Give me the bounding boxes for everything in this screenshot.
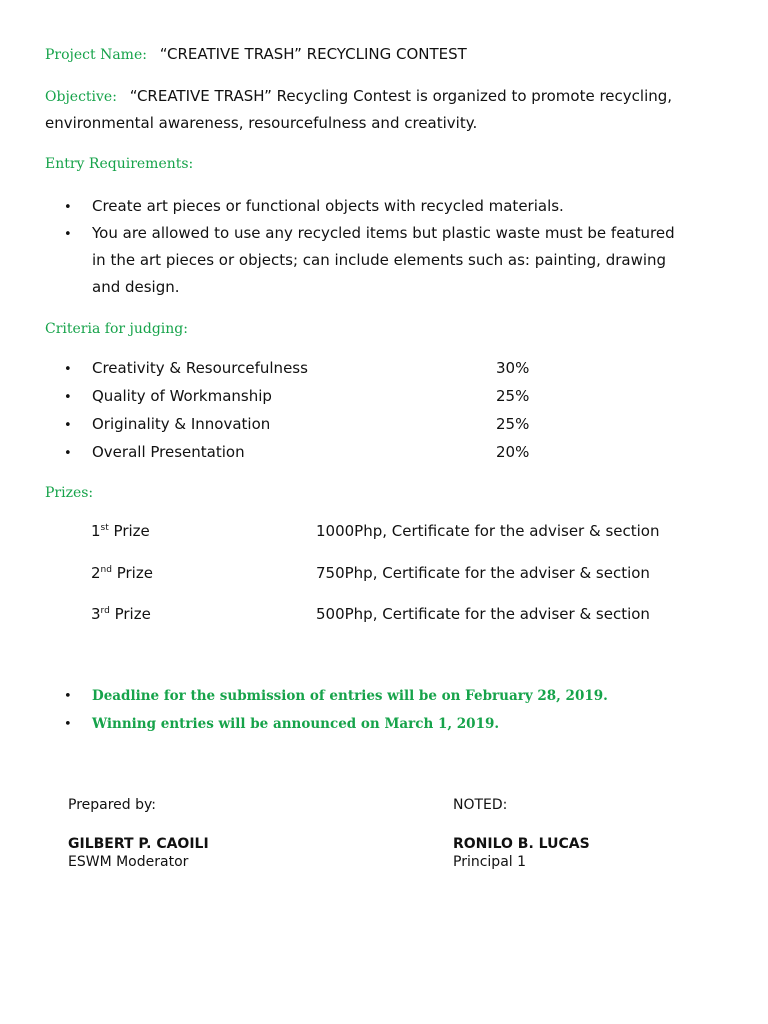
criteria-percent: 25%: [496, 415, 530, 433]
project-name-line: [45, 41, 467, 68]
objective-line-1: [45, 83, 672, 110]
prize-number: 2: [91, 564, 101, 582]
bullet-icon: [64, 355, 84, 383]
bullet-icon: [64, 711, 84, 738]
bullet-icon: [64, 683, 84, 710]
noted-title: Principal 1: [453, 854, 527, 870]
objective-line-2: environmental awareness, resourcefulness and creativity.: [45, 114, 478, 132]
prize-description: 750Php, Certificate for the adviser & section: [316, 564, 650, 582]
prize-word: Prize: [108, 522, 150, 540]
project-name-label: Project Name:: [45, 47, 147, 63]
noted-name: RONILO B. LUCAS: [453, 836, 590, 852]
objective-text-1: “CREATIVE TRASH” Recycling Contest is organized to promote recycling,: [129, 87, 673, 105]
prize-ordinal: rd: [100, 606, 110, 616]
prize-word: Prize: [111, 564, 153, 582]
prepared-by-label: Prepared by:: [68, 797, 156, 813]
criteria-name: Creativity & Resourcefulness: [92, 359, 308, 377]
entry-item-text: Create art pieces or functional objects with recycled materials.: [92, 197, 564, 215]
criteria-name: Overall Presentation: [92, 443, 245, 461]
bullet-icon: [64, 383, 84, 411]
criteria-name: Originality & Innovation: [92, 415, 271, 433]
deadline-text: Deadline for the submission of entries will be on February 28, 2019.: [92, 688, 608, 704]
prize-ordinal: st: [100, 523, 109, 533]
bullet-icon: [64, 193, 84, 221]
prize-description: 500Php, Certificate for the adviser & section: [316, 605, 650, 623]
objective-label: Objective:: [45, 89, 117, 105]
announcement-text: Winning entries will be announced on March 1, 2019.: [92, 716, 500, 732]
prize-description: 1000Php, Certificate for the adviser & section: [316, 522, 660, 540]
bullet-icon: [64, 220, 84, 248]
criteria-percent: 20%: [496, 443, 530, 461]
prize-place: [91, 560, 153, 586]
prize-place: [91, 518, 150, 544]
prepared-by-title: ESWM Moderator: [68, 854, 189, 870]
prize-ordinal: nd: [100, 565, 112, 575]
bullet-icon: [64, 439, 84, 467]
prizes-heading: Prizes:: [45, 485, 94, 501]
entry-item-text: in the art pieces or objects; can include elements such as: painting, drawing: [92, 251, 667, 269]
criteria-heading: Criteria for judging:: [45, 321, 188, 337]
prize-number: 3: [91, 605, 101, 623]
prize-word: Prize: [109, 605, 151, 623]
criteria-name: Quality of Workmanship: [92, 387, 272, 405]
entry-item-text: You are allowed to use any recycled items but plastic waste must be featured: [92, 224, 675, 242]
project-name-value: “CREATIVE TRASH” RECYCLING CONTEST: [159, 45, 467, 63]
noted-label: NOTED:: [453, 797, 508, 813]
prize-number: 1: [91, 522, 101, 540]
prize-place: [91, 601, 151, 627]
entry-requirements-heading: Entry Requirements:: [45, 156, 194, 172]
criteria-percent: 25%: [496, 387, 530, 405]
criteria-percent: 30%: [496, 359, 530, 377]
bullet-icon: [64, 411, 84, 439]
prepared-by-name: GILBERT P. CAOILI: [68, 836, 209, 852]
entry-item-text: and design.: [92, 278, 180, 296]
